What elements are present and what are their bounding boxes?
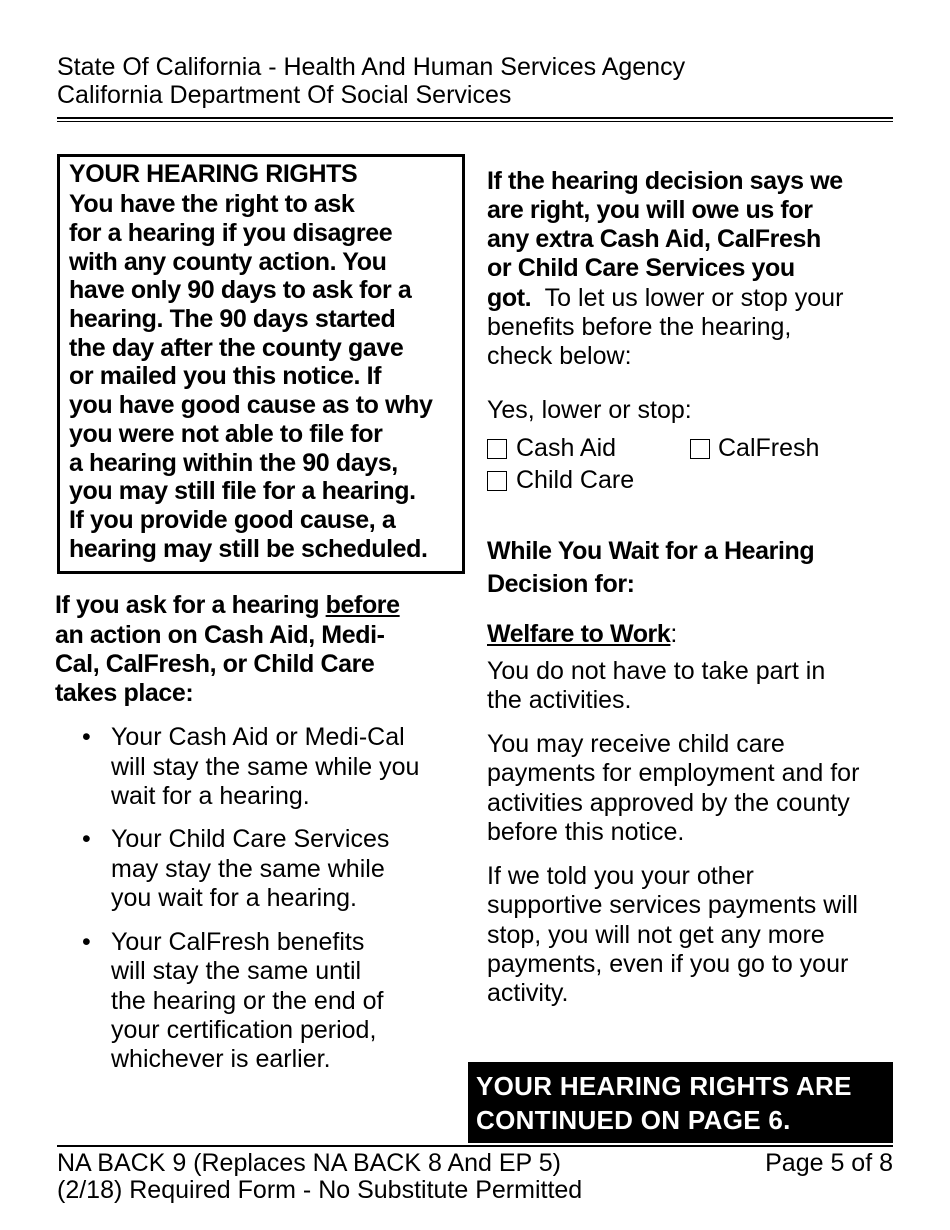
bullet-line: may stay the same while bbox=[111, 855, 385, 883]
wait-line: You may receive child care bbox=[487, 730, 785, 758]
bullet-line: the hearing or the end of bbox=[111, 987, 384, 1015]
decision-line: If the hearing decision says we bbox=[487, 167, 843, 195]
box-line: for a hearing if you disagree bbox=[69, 219, 393, 247]
before-heading-line: an action on Cash Aid, Medi- bbox=[55, 621, 385, 649]
box-line: you may still file for a hearing. bbox=[69, 477, 416, 505]
decision-line: benefits before the hearing, bbox=[487, 313, 792, 341]
box-line: or mailed you this notice. If bbox=[69, 362, 382, 390]
wait-line: payments for employment and for bbox=[487, 759, 860, 787]
before-heading-line: takes place: bbox=[55, 679, 194, 707]
wait-line: before this notice. bbox=[487, 818, 685, 846]
bullet-icon: • bbox=[82, 928, 91, 956]
banner-line: CONTINUED ON PAGE 6. bbox=[476, 1105, 791, 1135]
bullet-icon: • bbox=[82, 723, 91, 751]
department-name: California Department Of Social Services bbox=[57, 81, 512, 109]
bullet-icon: • bbox=[82, 825, 91, 853]
wait-line: activities approved by the county bbox=[487, 789, 850, 817]
decision-line: or Child Care Services you bbox=[487, 254, 795, 282]
agency-name: State Of California - Health And Human Services Agency bbox=[57, 53, 686, 81]
wait-line: payments, even if you go to your bbox=[487, 950, 849, 978]
before-heading-line: Cal, CalFresh, or Child Care bbox=[55, 650, 375, 678]
wait-heading: Decision for: bbox=[487, 570, 635, 598]
box-line: you have good cause as to why bbox=[69, 391, 433, 419]
form-notice: (2/18) Required Form - No Substitute Permitted bbox=[57, 1176, 583, 1204]
wait-heading: While You Wait for a Hearing bbox=[487, 537, 815, 565]
decision-line bbox=[487, 283, 843, 313]
box-line: a hearing within the 90 days, bbox=[69, 449, 398, 477]
page-number: Page 5 of 8 bbox=[765, 1149, 893, 1177]
bullet-line: whichever is earlier. bbox=[111, 1045, 331, 1073]
box-line: the day after the county gave bbox=[69, 334, 404, 362]
bullet-line: will stay the same while you bbox=[111, 753, 420, 781]
decision-line: any extra Cash Aid, CalFresh bbox=[487, 225, 821, 253]
welfare-to-work-heading bbox=[487, 619, 677, 649]
box-line: have only 90 days to ask for a bbox=[69, 276, 412, 304]
cash-aid-checkbox[interactable] bbox=[487, 439, 507, 459]
child-care-checkbox[interactable] bbox=[487, 471, 507, 491]
footer-rule bbox=[57, 1145, 893, 1147]
wait-line: activity. bbox=[487, 979, 569, 1007]
bullet-line: you wait for a hearing. bbox=[111, 884, 357, 912]
got-text: got. bbox=[487, 284, 532, 312]
bullet-line: your certification period, bbox=[111, 1016, 377, 1044]
continued-banner bbox=[468, 1062, 893, 1143]
box-line: you were not able to file for bbox=[69, 420, 383, 448]
bullet-line: Your Cash Aid or Medi-Cal bbox=[111, 723, 405, 751]
header-rule-top bbox=[57, 117, 893, 119]
banner-line: YOUR HEARING RIGHTS ARE bbox=[476, 1071, 852, 1101]
box-line: with any county action. You bbox=[69, 248, 387, 276]
bullet-line: Your Child Care Services bbox=[111, 825, 390, 853]
calfresh-label: CalFresh bbox=[718, 434, 820, 462]
box-line: hearing may still be scheduled. bbox=[69, 535, 428, 563]
calfresh-checkbox[interactable] bbox=[690, 439, 710, 459]
before-underlined: before bbox=[325, 591, 400, 619]
box-line: If you provide good cause, a bbox=[69, 506, 396, 534]
wait-line: stop, you will not get any more bbox=[487, 921, 825, 949]
decision-text: To let us lower or stop your bbox=[531, 284, 844, 312]
box-line: You have the right to ask bbox=[69, 190, 355, 218]
wait-line: the activities. bbox=[487, 686, 632, 714]
decision-line: check below: bbox=[487, 342, 632, 370]
child-care-label: Child Care bbox=[516, 466, 635, 494]
bullet-line: wait for a hearing. bbox=[111, 782, 310, 810]
welfare-to-work-text: Welfare to Work bbox=[487, 620, 671, 648]
hearing-rights-title: YOUR HEARING RIGHTS bbox=[69, 160, 358, 188]
bullet-line: will stay the same until bbox=[111, 957, 362, 985]
colon: : bbox=[670, 620, 678, 648]
decision-line: are right, you will owe us for bbox=[487, 196, 813, 224]
wait-line: You do not have to take part in bbox=[487, 657, 826, 685]
bullet-line: Your CalFresh benefits bbox=[111, 928, 365, 956]
wait-line: supportive services payments will bbox=[487, 891, 858, 919]
wait-line: If we told you your other bbox=[487, 862, 754, 890]
form-id: NA BACK 9 (Replaces NA BACK 8 And EP 5) bbox=[57, 1149, 561, 1177]
box-line: hearing. The 90 days started bbox=[69, 305, 396, 333]
before-heading-line bbox=[55, 590, 400, 620]
checkbox-prompt: Yes, lower or stop: bbox=[487, 396, 692, 424]
cash-aid-label: Cash Aid bbox=[516, 434, 617, 462]
before-heading-text: If you ask for a hearing bbox=[55, 591, 326, 619]
header-rule-bottom bbox=[57, 121, 893, 122]
